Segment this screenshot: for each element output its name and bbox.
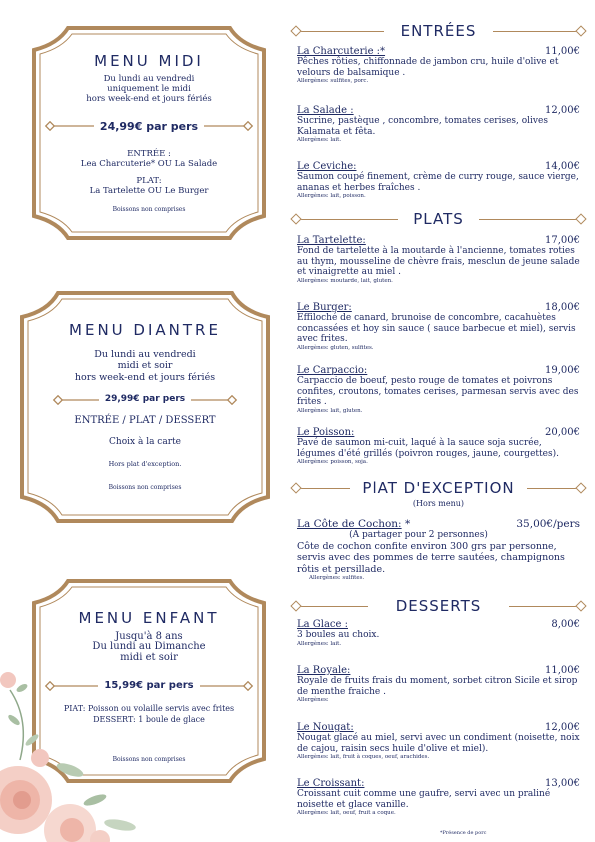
item-allergens: Allergènes: moutarde, lait, gluten. — [297, 277, 393, 284]
item-share: (A partager pour 2 personnes) — [349, 530, 488, 540]
item-name: La Salade : — [297, 105, 354, 116]
menu-diantre-price: 29,99€ par pers — [99, 394, 191, 404]
item-name: La Glace : — [297, 619, 348, 630]
menu-item — [297, 302, 580, 352]
item-price: 8,00€ — [551, 619, 580, 630]
menu-item — [297, 778, 580, 817]
menu-diantre-choice: Choix à la carte — [109, 437, 181, 447]
menu-midi-plat-value: La Tartelette OU Le Burger — [89, 186, 209, 196]
item-desc: Côte de cochon confite environ 300 grs par personne, servis avec des pommes de terre sautées, champignons rôtis et persillade. — [297, 540, 565, 575]
menu-item — [297, 161, 580, 200]
menu-midi-note: Boissons non comprises — [112, 206, 186, 213]
item-allergens: Allergènes: lait, oeuf, fruit a coque. — [297, 810, 396, 816]
menu-item — [297, 665, 580, 704]
item-name: Le Poisson: — [297, 427, 355, 438]
menu-midi-sub3: hors week-end et jours fériés — [86, 94, 212, 104]
menu-midi-sub1: Du lundi au vendredi — [103, 74, 195, 84]
item-desc: Effiloché de canard, brunoise de concombre, cacahuètes concassées et hoy sin sauce ( sauce barbecue et miel), servis avec frites. — [297, 313, 576, 344]
item-allergens: Allergènes: lait, gluten. — [297, 407, 363, 414]
item-allergens: Allergènes: — [297, 697, 329, 703]
item-price: 14,00€ — [545, 161, 580, 172]
menu-item — [297, 427, 580, 466]
item-name: La Royale: — [297, 665, 351, 676]
item-desc: Fond de tartelette à la moutarde à l'ancienne, tomates roties au thym, mousseline de chèvre frais, mesclun de jeune salade et vinaigrette au miel . — [297, 246, 580, 277]
menu-midi-plat-label: PLAT: — [136, 176, 162, 186]
menu-diantre-note: Boissons non comprises — [108, 484, 182, 491]
item-name: Le Ceviche: — [297, 161, 357, 172]
menu-item — [297, 722, 580, 761]
menu-diantre-sub2: midi et soir — [117, 360, 173, 371]
item-desc: Sucrine, pastèque , concombre, tomates cerises, olives Kalamata et fêta. — [297, 116, 548, 137]
item-price: 11,00€ — [545, 46, 580, 57]
menu-midi-sub2: uniquement le midi — [107, 84, 191, 94]
item-price: 12,00€ — [545, 722, 580, 733]
item-allergens: Allergènes: lait, fruit à coques, oeuf, arachides. — [297, 754, 430, 760]
footnote: *Présence de porc — [440, 830, 487, 836]
item-price: 11,00€ — [545, 665, 580, 676]
item-name: La Côte de Cochon: — [297, 518, 402, 530]
section-plats-title: PLATS — [413, 210, 464, 228]
menu-diantre-sub1: Du lundi au vendredi — [94, 349, 196, 360]
menu-diantre-title: MENU DIANTRE — [69, 321, 221, 339]
item-name: Le Croissant: — [297, 778, 365, 789]
menu-enfant-title: MENU ENFANT — [78, 609, 220, 627]
section-desserts-title: DESSERTS — [395, 597, 482, 615]
menu-midi-title: MENU MIDI — [94, 52, 204, 70]
item-price: 18,00€ — [545, 302, 580, 313]
item-desc: Pêches rôties, chiffonnade de jambon cru, huile d'olive et velours de balsamique . — [297, 57, 559, 78]
menu-item — [297, 235, 580, 285]
menu-enfant-note: Boissons non comprises — [112, 756, 186, 763]
menu-enfant-price: 15,99€ par pers — [98, 680, 199, 691]
item-allergens: Allergènes: lait, poisson. — [297, 193, 366, 199]
menu-midi-entree-value: Lea Charcuterie* OU La Salade — [80, 159, 218, 169]
item-name: La Tartelette: — [297, 235, 366, 246]
section-plats — [290, 209, 587, 231]
item-name: Le Nougat: — [297, 722, 354, 733]
menu-midi-price: 24,99€ par pers — [94, 120, 204, 133]
item-desc: Saumon coupé finement, crème de curry rouge, sauce vierge, ananas et herbes fraîches . — [297, 172, 579, 193]
menu-enfant-dessert: DESSERT: 1 boule de glace — [93, 715, 205, 724]
flower-decoration-icon — [0, 650, 150, 842]
item-price: 17,00€ — [545, 235, 580, 246]
menu-enfant-sub2: Du lundi au Dimanche — [92, 641, 206, 652]
menu-enfant-sub1: Jusqu'à 8 ans — [115, 631, 183, 642]
item-price: 13,00€ — [545, 778, 580, 789]
item-name: La Charcuterie :* — [297, 46, 386, 57]
item-name: Le Carpaccio: — [297, 365, 368, 376]
section-entrees — [290, 21, 587, 43]
item-desc: Nougat glacé au miel, servi avec un condiment (noisette, noix de cajou, raisin secs huile d'olive et miel). — [297, 733, 580, 754]
item-price: 19,00€ — [545, 365, 580, 376]
menu-item — [297, 46, 580, 85]
menu-diantre-except: Hors plat d'exception. — [108, 460, 182, 468]
menu-enfant-sub3: midi et soir — [120, 652, 178, 663]
section-exception — [290, 478, 587, 500]
section-desserts — [290, 596, 587, 618]
menu-midi-entree-label: ENTRÉE : — [127, 149, 171, 159]
item-allergens: Allergènes: lait. — [297, 137, 342, 143]
menu-diantre-sub3: hors week-end et jours fériés — [74, 372, 216, 383]
menu-diantre-courses: ENTRÉE / PLAT / DESSERT — [74, 415, 216, 426]
menu-diantre-frame — [16, 287, 274, 527]
exception-item — [297, 518, 580, 582]
item-allergens: Allergènes: poisson, soja. — [297, 459, 368, 465]
menu-midi-frame — [28, 22, 270, 244]
menu-item — [297, 105, 580, 144]
section-entrees-title: ENTRÉES — [400, 22, 477, 40]
item-allergens: Allergènes: gluten, sulfites. — [297, 344, 374, 351]
item-desc: Croissant cuit comme une gaufre, servi avec un praliné noisette et glace vanille. — [297, 789, 551, 810]
item-allergens: Allergènes: sulfites. — [309, 575, 365, 581]
item-price: 12,00€ — [545, 105, 580, 116]
section-exception-title: PlAT D'EXCEPTION — [362, 479, 515, 497]
item-desc: Royale de fruits frais du moment, sorbet citron Sicile et sirop de menthe fraiche . — [297, 676, 578, 697]
item-desc: Pavé de saumon mi-cuit, laqué à la sauce soja sucrée, légumes d'été grillés (poivron rouges, jaune, courgettes). — [297, 438, 559, 459]
menu-item — [297, 365, 580, 415]
item-desc: Carpaccio de boeuf, pesto rouge de tomates et poivrons confites, croutons, tomates cerises, parmesan servis avec des frites . — [297, 376, 579, 407]
menu-enfant-plat: PIAT: Poisson ou volaille servis avec frites — [63, 704, 235, 713]
item-allergens: Allergènes: sulfites, porc. — [297, 78, 369, 84]
section-exception-sub: (Hors menu) — [412, 499, 465, 508]
item-star: * — [404, 518, 411, 530]
item-price: 20,00€ — [545, 427, 580, 438]
item-desc: 3 boules au choix. — [297, 630, 380, 640]
menu-item — [297, 619, 580, 648]
item-name: Le Burger: — [297, 302, 352, 313]
item-price: 35,00€/pers — [516, 518, 580, 530]
item-allergens: Allergènes: lait. — [297, 640, 342, 647]
